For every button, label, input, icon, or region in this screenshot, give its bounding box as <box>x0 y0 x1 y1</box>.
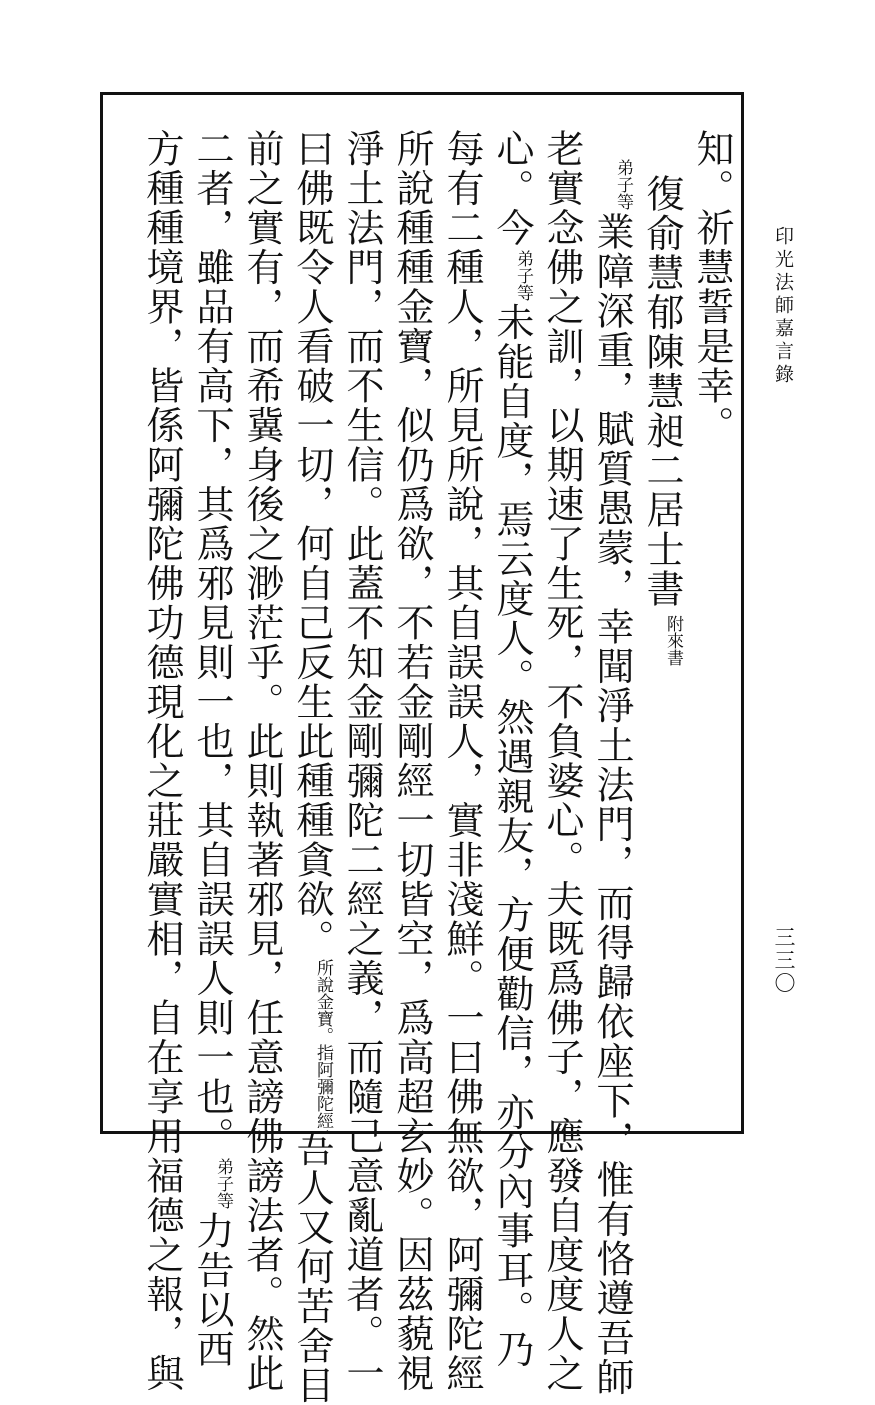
text-line-7 <box>393 129 431 1393</box>
line-text: 曰佛既令人看破一切，何自己反生此種種貪欲。 <box>290 129 334 959</box>
text-line-12 <box>143 129 181 1393</box>
line-text: 二者，雖品有高下，其爲邪見則一也，其自誤誤人則一也。 <box>190 129 234 1156</box>
line-text: 方種種境界，皆係阿彌陀佛功德現化之莊嚴實相，自在享用福德之報，與 <box>140 129 184 1393</box>
interlinear-note <box>314 959 331 1129</box>
line-text: 淨土法門，而不生信。此蓋不知金剛彌陀二經之義，而隨己意亂道者。一 <box>340 129 384 1393</box>
text-line-8 <box>343 129 381 1393</box>
text-line-6 <box>443 129 481 1393</box>
line-text: 老實念佛之訓，以期速了生死，不負婆心。夫既爲佛子，應發自度度人之 <box>540 129 584 1393</box>
text-frame <box>100 92 744 1134</box>
interlinear-note: 弟子等 <box>214 1158 231 1209</box>
line-text: 每有二種人，所見所說，其自誤誤人，實非淺鮮。一曰佛無欲，阿彌陀經 <box>440 129 484 1393</box>
text-line-9 <box>293 129 331 1405</box>
book-title: 印光法師嘉言錄 <box>773 226 792 387</box>
letter-title: 復俞慧郁陳慧昶二居士書 <box>640 174 684 609</box>
note-left-column: 所說金寶。 <box>314 959 331 1044</box>
interlinear-note: 弟子等 <box>514 250 531 301</box>
line-text: 知。祈慧誓是幸。 <box>690 129 734 445</box>
line-text: 所說種種金寶，似仍爲欲，不若金剛經一切皆空，爲高超玄妙。因茲藐視 <box>390 129 434 1393</box>
line-text-cont: 未能自度，焉云度人。然遇親友，方便勸信，亦分內事耳。乃 <box>490 303 534 1370</box>
line-text: 前之實有，而希冀身後之渺茫乎。此則執著邪見，任意謗佛謗法者。然此 <box>240 129 284 1393</box>
text-line-3 <box>593 159 631 1397</box>
text-line-11 <box>193 129 231 1369</box>
note-right-column: 指阿彌陀經 <box>314 1044 331 1129</box>
text-line-1 <box>693 129 731 445</box>
interlinear-note: 附來書 <box>664 615 681 666</box>
text-line-2 <box>643 174 681 666</box>
line-text-cont: 吾人又何苦舍目 <box>290 1129 334 1405</box>
text-line-10 <box>243 129 281 1393</box>
line-text-cont: 力告以西 <box>190 1211 234 1369</box>
interlinear-note: 弟子等 <box>614 159 631 210</box>
line-text: 心。今 <box>490 129 534 248</box>
page-number: 三三〇 <box>773 926 794 995</box>
text-line-5 <box>493 129 531 1369</box>
line-text: 業障深重，賦質愚蒙，幸聞淨土法門，而得歸依座下，惟有恪遵吾師 <box>590 212 634 1397</box>
text-line-4 <box>543 129 581 1393</box>
